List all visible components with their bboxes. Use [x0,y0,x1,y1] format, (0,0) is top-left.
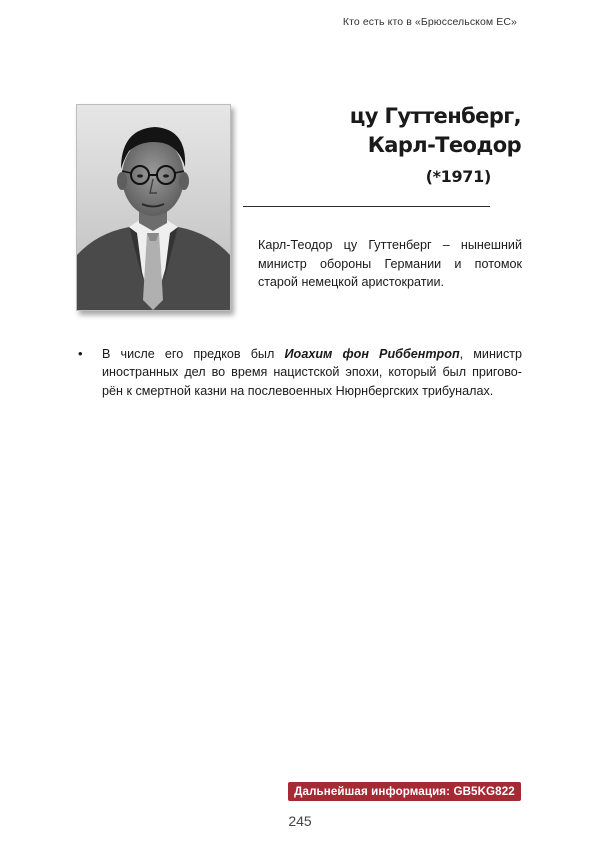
more-info-banner: Дальнейшая информация: GB5KG822 [288,782,521,801]
bullet-text-before: В числе его предков был [102,347,285,361]
birth-year: (*1971) [425,167,491,186]
portrait-illustration [77,105,230,310]
bullet-emphasis-name: Иоахим фон Риббентроп [284,347,460,361]
running-header: Кто есть кто в «Брюссельском ЕС» [342,16,517,28]
entry-heading [350,102,521,194]
list-item [78,345,522,400]
heading-divider [243,206,490,207]
portrait-photo [76,104,231,311]
given-name: Карл-Теодор [367,133,521,157]
bullet-text-after: , министр иностранных дел во время нацистской эпохи, который был пригово-рён к смертной казни на послевоенных Нюрнбергских трибуналах. [102,347,523,398]
bullet-icon: • [78,346,83,361]
page-number: 245 [288,813,312,829]
intro-paragraph: Карл-Теодор цу Гуттенберг – нынешний министр обороны Германии и потомок старой немецкой аристократии. [258,238,522,289]
surname: цу Гуттенберг, [349,104,521,128]
fact-list [78,345,522,400]
